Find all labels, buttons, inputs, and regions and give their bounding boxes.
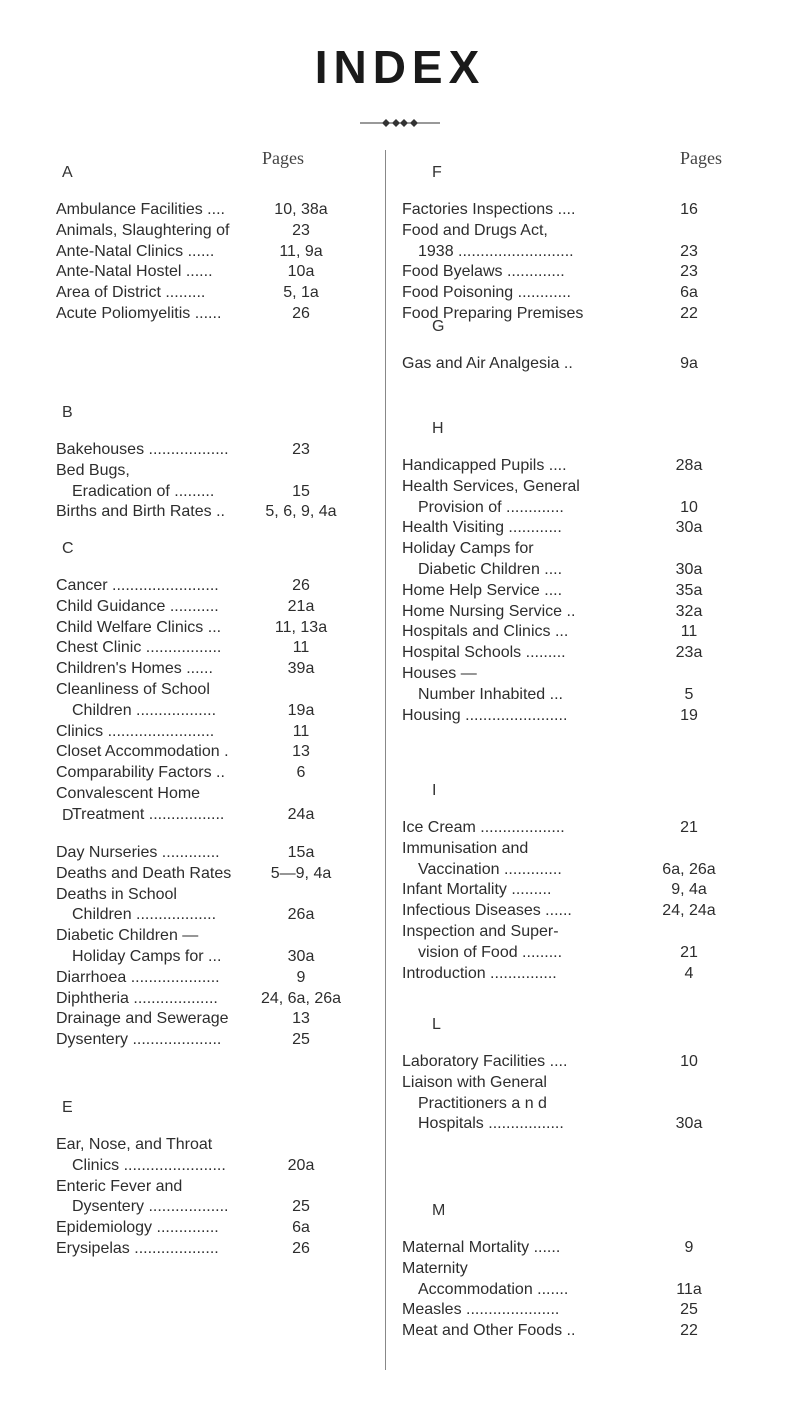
entry-topic: Children .................. <box>72 701 217 719</box>
index-entry <box>402 664 738 684</box>
entry-topic: Accommodation ....... <box>418 1280 569 1298</box>
entry-pages: 9 <box>296 968 306 986</box>
index-entry <box>402 242 738 262</box>
entry-pages: 25 <box>292 1031 310 1049</box>
entry-topic: Enteric Fever and <box>56 1177 183 1195</box>
entry-pages: 24, 24a <box>662 902 716 920</box>
entry-topic: Day Nurseries ............. <box>56 844 220 861</box>
entry-pages: 26 <box>292 305 310 322</box>
index-entry <box>56 926 356 946</box>
index-entry <box>56 1135 356 1155</box>
entry-pages: 19a <box>287 701 315 719</box>
entry-topic: Liaison with General <box>402 1073 547 1091</box>
index-entry <box>56 947 356 967</box>
entry-pages: 23a <box>675 644 703 662</box>
entry-topic: Diphtheria ................... <box>56 989 218 1007</box>
index-entry <box>56 1239 356 1259</box>
index-entry <box>56 200 356 220</box>
entry-pages: 22 <box>680 305 698 322</box>
ornament-divider <box>360 116 440 130</box>
index-entry <box>56 1030 356 1050</box>
entry-pages: 6 <box>296 764 306 782</box>
index-entry <box>56 304 356 324</box>
index-entry <box>402 560 738 580</box>
entry-topic: Cleanliness of School <box>56 681 210 698</box>
entry-pages: 15a <box>287 844 315 861</box>
entry-pages: 5, 6, 9, 4a <box>265 503 337 521</box>
entry-pages: 30a <box>675 519 703 537</box>
section-letter-g: G <box>432 318 445 335</box>
section-letter-c: C <box>62 540 74 557</box>
index-entry <box>56 440 356 460</box>
entry-topic: Health Visiting ............ <box>402 519 562 537</box>
index-entry <box>402 818 738 838</box>
index-entry <box>56 722 356 742</box>
entry-topic: Infant Mortality ......... <box>402 881 552 899</box>
index-entry <box>56 461 356 481</box>
column-divider <box>385 150 386 1370</box>
entry-pages: 11a <box>676 1280 702 1298</box>
index-entry <box>56 502 356 522</box>
entry-topic: Treatment ................. <box>72 805 225 823</box>
entry-topic: Introduction ............... <box>402 964 557 982</box>
entry-topic: Laboratory Facilities .... <box>402 1053 568 1070</box>
index-entry <box>402 1300 738 1320</box>
index-entry <box>402 622 738 642</box>
entry-topic: Inspection and Super- <box>402 923 559 940</box>
entry-topic: Provision of ............. <box>418 498 564 516</box>
entry-topic: Infectious Diseases ...... <box>402 902 572 920</box>
entry-topic: Home Nursing Service .. <box>402 602 576 620</box>
entry-topic: Comparability Factors .. <box>56 764 225 782</box>
entry-topic: Births and Birth Rates .. <box>56 503 225 521</box>
section-letter-i: I <box>432 782 437 799</box>
entry-topic: Diarrhoea .................... <box>56 968 220 986</box>
section-letter-m: M <box>432 1202 446 1219</box>
entry-topic: Home Help Service .... <box>402 581 563 599</box>
entry-pages: 6a, 26a <box>662 860 716 878</box>
index-entry <box>402 1238 738 1258</box>
entry-topic: Handicapped Pupils .... <box>402 457 567 474</box>
entry-pages: 22 <box>680 1322 698 1340</box>
index-entry <box>402 901 738 921</box>
entry-topic: Deaths and Death Rates <box>56 864 232 882</box>
index-entry <box>56 638 356 658</box>
entry-topic: Convalescent Home <box>56 785 201 802</box>
index-entry <box>56 482 356 502</box>
entry-topic: Deaths in School <box>56 885 177 903</box>
index-entry <box>402 283 738 303</box>
entry-topic: Epidemiology .............. <box>56 1219 219 1237</box>
entry-pages: 6a <box>292 1219 310 1237</box>
entry-topic: Dysentery .................. <box>72 1198 229 1216</box>
index-entry <box>402 1073 738 1093</box>
entry-pages: 23 <box>292 221 310 239</box>
index-entry <box>56 283 356 303</box>
entry-pages: 9 <box>684 1239 694 1256</box>
index-entry <box>56 784 356 804</box>
index-entry <box>402 262 738 282</box>
entry-pages: 30a <box>675 1115 703 1133</box>
entry-pages: 4 <box>684 964 694 982</box>
entry-topic: Cancer ........................ <box>56 577 219 594</box>
index-entry <box>402 354 738 374</box>
entry-pages: 10 <box>680 1053 698 1070</box>
index-entry <box>56 597 356 617</box>
entry-topic: Practitioners a n d <box>418 1094 547 1112</box>
index-entry <box>402 1114 738 1134</box>
entry-pages: 11, 13a <box>274 618 328 636</box>
entry-topic: Erysipelas ................... <box>56 1240 219 1257</box>
entry-pages: 39a <box>287 660 315 678</box>
index-entry <box>402 456 738 476</box>
entry-topic: Acute Poliomyelitis ...... <box>56 305 222 322</box>
entry-pages: 30a <box>675 561 703 578</box>
entry-pages: 6a <box>680 284 698 302</box>
entry-pages: 13 <box>292 1010 310 1028</box>
index-entry <box>56 659 356 679</box>
index-entry <box>402 1259 738 1279</box>
entry-topic: Ear, Nose, and Throat <box>56 1136 213 1153</box>
index-entry <box>402 200 738 220</box>
index-entry <box>402 498 738 518</box>
entry-topic: Maternity <box>402 1259 468 1277</box>
entry-pages: 10a <box>287 263 315 281</box>
entry-pages: 21a <box>287 597 315 615</box>
entry-topic: Housing ....................... <box>402 706 568 724</box>
entry-topic: Holiday Camps for <box>402 540 534 558</box>
entry-pages: 25 <box>292 1198 310 1216</box>
entry-topic: 1938 .......................... <box>418 242 574 260</box>
index-entry <box>56 618 356 638</box>
entry-pages: 21 <box>680 943 698 961</box>
entry-topic: Clinics ....................... <box>72 1156 226 1174</box>
entry-pages: 19 <box>680 706 698 724</box>
index-entry <box>56 1156 356 1176</box>
entry-pages: 11 <box>292 639 310 657</box>
entry-topic: Area of District ......... <box>56 284 206 302</box>
index-entry <box>402 643 738 663</box>
entry-topic: Vaccination ............. <box>418 860 562 878</box>
entry-topic: Holiday Camps for ... <box>72 948 222 965</box>
entry-topic: Bed Bugs, <box>56 461 130 479</box>
entry-pages: 5—9, 4a <box>270 864 332 882</box>
section-letter-f: F <box>432 164 442 181</box>
index-entry <box>56 885 356 905</box>
entry-topic: Maternal Mortality ...... <box>402 1239 561 1256</box>
entry-topic: Ante-Natal Hostel ...... <box>56 263 213 281</box>
entry-pages: 5, 1a <box>283 284 319 302</box>
section-letter-b: B <box>62 404 73 421</box>
entry-topic: Ambulance Facilities .... <box>56 201 225 218</box>
entry-topic: Ice Cream ................... <box>402 819 565 836</box>
index-entry <box>56 905 356 925</box>
entry-topic: Gas and Air Analgesia .. <box>402 355 573 372</box>
index-entry <box>402 943 738 963</box>
pages-heading-left: Pages <box>262 148 304 168</box>
entry-topic: Animals, Slaughtering of <box>56 221 230 239</box>
entry-topic: vision of Food ......... <box>418 943 563 961</box>
index-entry <box>402 1321 738 1341</box>
index-entry <box>402 1280 738 1300</box>
entry-topic: Hospitals ................. <box>418 1115 564 1133</box>
index-entry <box>56 1197 356 1217</box>
entry-pages: 11 <box>292 722 310 740</box>
entry-topic: Food and Drugs Act, <box>402 221 548 239</box>
entry-pages: 26a <box>287 906 315 924</box>
entry-topic: Clinics ........................ <box>56 722 215 740</box>
index-entry <box>56 1218 356 1238</box>
index-entry <box>402 602 738 622</box>
index-entry <box>402 685 738 705</box>
entry-pages: 23 <box>680 263 698 281</box>
index-entry <box>402 880 738 900</box>
entry-topic: Eradication of ......... <box>72 482 215 500</box>
entry-pages: 32a <box>675 602 703 620</box>
entry-pages: 9, 4a <box>671 881 707 899</box>
entry-pages: 24a <box>287 805 315 823</box>
index-entry <box>56 701 356 721</box>
index-entry <box>56 576 356 596</box>
index-entry <box>56 221 356 241</box>
entry-pages: 10, 38a <box>274 201 328 218</box>
entry-pages: 26 <box>292 577 310 594</box>
index-entry <box>56 1009 356 1029</box>
entry-pages: 16 <box>680 201 698 218</box>
entry-topic: Closet Accommodation . <box>56 743 229 761</box>
entry-topic: Houses — <box>402 665 477 682</box>
entry-topic: Immunisation and <box>402 839 529 857</box>
entry-topic: Child Guidance ........... <box>56 597 219 615</box>
entry-pages: 35a <box>675 581 703 599</box>
entry-pages: 10 <box>680 498 698 516</box>
entry-topic: Children's Homes ...... <box>56 660 213 678</box>
entry-topic: Diabetic Children — <box>56 927 199 945</box>
index-entry <box>402 221 738 241</box>
index-entry <box>56 680 356 700</box>
entry-topic: Chest Clinic ................. <box>56 639 222 657</box>
entry-pages: 13 <box>292 743 310 761</box>
entry-pages: 30a <box>287 948 315 965</box>
entry-pages: 24, 6a, 26a <box>260 989 342 1007</box>
entry-pages: 5 <box>684 685 694 703</box>
page-title: INDEX <box>314 41 486 93</box>
entry-topic: Measles ..................... <box>402 1301 560 1319</box>
section-letter-a: A <box>62 164 73 181</box>
section-letter-d: D <box>62 807 74 824</box>
index-entry <box>56 242 356 262</box>
index-entry <box>402 922 738 942</box>
entry-topic: Food Preparing Premises <box>402 305 584 322</box>
entry-topic: Hospital Schools ......... <box>402 644 566 662</box>
entry-pages: 23 <box>680 242 698 260</box>
section-letter-l: L <box>432 1016 441 1033</box>
pages-heading-right: Pages <box>680 148 722 168</box>
entry-topic: Ante-Natal Clinics ...... <box>56 242 215 260</box>
section-letter-e: E <box>62 1099 73 1116</box>
section-letter-h: H <box>432 420 444 437</box>
index-entry <box>402 1094 738 1114</box>
entry-topic: Dysentery .................... <box>56 1031 222 1049</box>
index-entry <box>402 581 738 601</box>
index-entry <box>402 839 738 859</box>
entry-pages: 25 <box>680 1301 698 1319</box>
entry-pages: 21 <box>680 819 698 836</box>
entry-topic: Number Inhabited ... <box>418 685 563 703</box>
entry-pages: 20a <box>287 1156 315 1174</box>
index-entry <box>402 964 738 984</box>
entry-topic: Health Services, General <box>402 477 580 495</box>
index-entry <box>56 989 356 1009</box>
index-entry <box>402 1052 738 1072</box>
entry-pages: 15 <box>292 482 310 500</box>
entry-topic: Food Byelaws ............. <box>402 263 565 281</box>
entry-pages: 23 <box>292 441 310 458</box>
index-entry <box>56 262 356 282</box>
entry-topic: Diabetic Children .... <box>418 561 563 578</box>
entry-pages: 26 <box>292 1240 310 1257</box>
entry-pages: 11, 9a <box>279 242 323 260</box>
entry-topic: Child Welfare Clinics ... <box>56 618 222 636</box>
index-entry <box>402 518 738 538</box>
entry-pages: 9a <box>680 355 698 372</box>
entry-topic: Drainage and Sewerage <box>56 1010 229 1028</box>
index-entry <box>56 864 356 884</box>
entry-topic: Bakehouses .................. <box>56 441 229 458</box>
index-entry <box>402 860 738 880</box>
entry-topic: Food Poisoning ............ <box>402 284 571 302</box>
index-entry <box>56 1177 356 1197</box>
index-entry <box>56 742 356 762</box>
index-entry <box>402 706 738 726</box>
entry-topic: Meat and Other Foods .. <box>402 1322 576 1340</box>
entry-topic: Hospitals and Clinics ... <box>402 623 569 641</box>
index-entry <box>56 763 356 783</box>
entry-topic: Factories Inspections .... <box>402 201 576 218</box>
index-entry <box>56 843 356 863</box>
entry-topic: Children .................. <box>72 906 217 924</box>
index-entry <box>402 477 738 497</box>
index-entry <box>56 805 356 825</box>
entry-pages: 11 <box>680 623 698 641</box>
index-entry <box>56 968 356 988</box>
entry-pages: 28a <box>675 457 703 474</box>
index-entry <box>402 304 738 324</box>
index-entry <box>402 539 738 559</box>
